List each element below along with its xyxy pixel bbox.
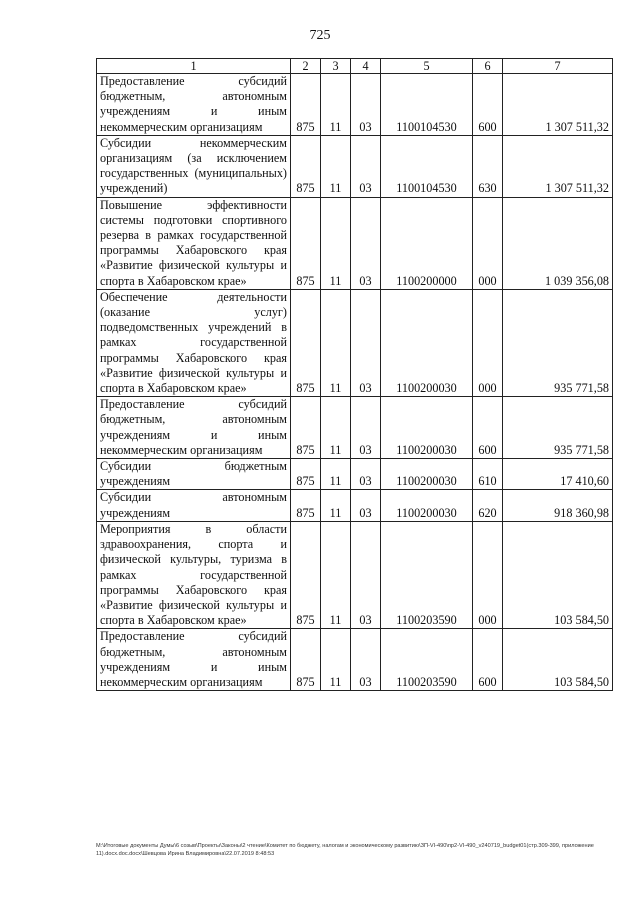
table-row: [97, 629, 613, 691]
row-col5: 1100203590: [381, 521, 473, 628]
row-col5: 1100203590: [381, 629, 473, 691]
row-col4: 03: [351, 521, 381, 628]
row-col4: 03: [351, 289, 381, 396]
row-col7: 103 584,50: [503, 521, 613, 628]
row-col5: 1100200030: [381, 490, 473, 521]
row-name: Предоставление субсидий бюджетным, автономным учреждениям и иным некоммерческим организациям: [97, 629, 291, 691]
row-col4: 03: [351, 74, 381, 136]
header-cell: 4: [351, 59, 381, 74]
row-col2: 875: [291, 74, 321, 136]
row-col4: 03: [351, 459, 381, 490]
row-col5: 1100104530: [381, 74, 473, 136]
row-col7: 17 410,60: [503, 459, 613, 490]
row-col3: 11: [321, 74, 351, 136]
row-col6: 600: [473, 629, 503, 691]
row-col4: 03: [351, 135, 381, 197]
row-col5: 1100104530: [381, 135, 473, 197]
budget-table: [96, 58, 613, 691]
header-cell: 7: [503, 59, 613, 74]
row-col7: 1 307 511,32: [503, 135, 613, 197]
row-col3: 11: [321, 197, 351, 289]
row-col2: 875: [291, 459, 321, 490]
row-col7: 1 307 511,32: [503, 74, 613, 136]
row-col6: 600: [473, 74, 503, 136]
row-col2: 875: [291, 397, 321, 459]
row-col7: 935 771,58: [503, 397, 613, 459]
row-col5: 1100200030: [381, 289, 473, 396]
table-row: [97, 521, 613, 628]
row-col3: 11: [321, 459, 351, 490]
row-col7: 103 584,50: [503, 629, 613, 691]
row-col4: 03: [351, 397, 381, 459]
row-col6: 610: [473, 459, 503, 490]
row-name: Мероприятия в области здравоохранения, спорта и физической культуры, туризма в рамках государственной программы Хабаровского края «Развитие физической культуры и спорта в Хабаровском крае»: [97, 521, 291, 628]
row-col7: 918 360,98: [503, 490, 613, 521]
table-row: [97, 135, 613, 197]
row-col3: 11: [321, 397, 351, 459]
table-row: [97, 397, 613, 459]
row-col3: 11: [321, 135, 351, 197]
header-cell: 1: [97, 59, 291, 74]
row-col5: 1100200000: [381, 197, 473, 289]
row-col5: 1100200030: [381, 397, 473, 459]
row-col4: 03: [351, 490, 381, 521]
row-col2: 875: [291, 289, 321, 396]
row-col6: 000: [473, 289, 503, 396]
table-row: [97, 74, 613, 136]
header-row: [97, 59, 613, 74]
table-row: [97, 197, 613, 289]
row-col3: 11: [321, 629, 351, 691]
header-cell: 5: [381, 59, 473, 74]
row-col2: 875: [291, 490, 321, 521]
row-col3: 11: [321, 521, 351, 628]
table-row: [97, 289, 613, 396]
table-row: [97, 459, 613, 490]
row-name: Субсидии некоммерческим организациям (за исключением государственных (муниципальных) учреждений): [97, 135, 291, 197]
row-col7: 935 771,58: [503, 289, 613, 396]
row-col4: 03: [351, 629, 381, 691]
row-name: Субсидии автономным учреждениям: [97, 490, 291, 521]
row-col6: 620: [473, 490, 503, 521]
row-col2: 875: [291, 135, 321, 197]
row-col2: 875: [291, 521, 321, 628]
row-name: Предоставление субсидий бюджетным, автономным учреждениям и иным некоммерческим организациям: [97, 397, 291, 459]
row-col2: 875: [291, 629, 321, 691]
row-col4: 03: [351, 197, 381, 289]
row-col3: 11: [321, 289, 351, 396]
row-col5: 1100200030: [381, 459, 473, 490]
file-path-footer: M:\Итоговые документы Думы\6 созыв\Проекты\Законы\2 чтение\Комитет по бюджету, налогам и экономическому развитию\ЗП-VI-490\пр2-VI-490_v240719_budget01(стр.309-399, приложение 11).docx.doc.docx\Шевцова Ирина Владимировна\22.07.2019 8:48:53: [96, 843, 594, 857]
row-name: Обеспечение деятельности (оказание услуг) подведомственных учреждений в рамках государственной программы Хабаровского края «Развитие физической культуры и спорта в Хабаровском крае»: [97, 289, 291, 396]
row-col2: 875: [291, 197, 321, 289]
header-cell: 3: [321, 59, 351, 74]
row-name: Субсидии бюджетным учреждениям: [97, 459, 291, 490]
row-col6: 000: [473, 521, 503, 628]
row-col3: 11: [321, 490, 351, 521]
row-col7: 1 039 356,08: [503, 197, 613, 289]
page-number: 725: [309, 28, 331, 43]
row-col6: 000: [473, 197, 503, 289]
table-row: [97, 490, 613, 521]
row-col6: 630: [473, 135, 503, 197]
header-cell: 6: [473, 59, 503, 74]
row-name: Предоставление субсидий бюджетным, автономным учреждениям и иным некоммерческим организациям: [97, 74, 291, 136]
row-col6: 600: [473, 397, 503, 459]
row-name: Повышение эффективности системы подготовки спортивного резерва в рамках государственной программы Хабаровского края «Развитие физической культуры и спорта в Хабаровском крае»: [97, 197, 291, 289]
header-cell: 2: [291, 59, 321, 74]
